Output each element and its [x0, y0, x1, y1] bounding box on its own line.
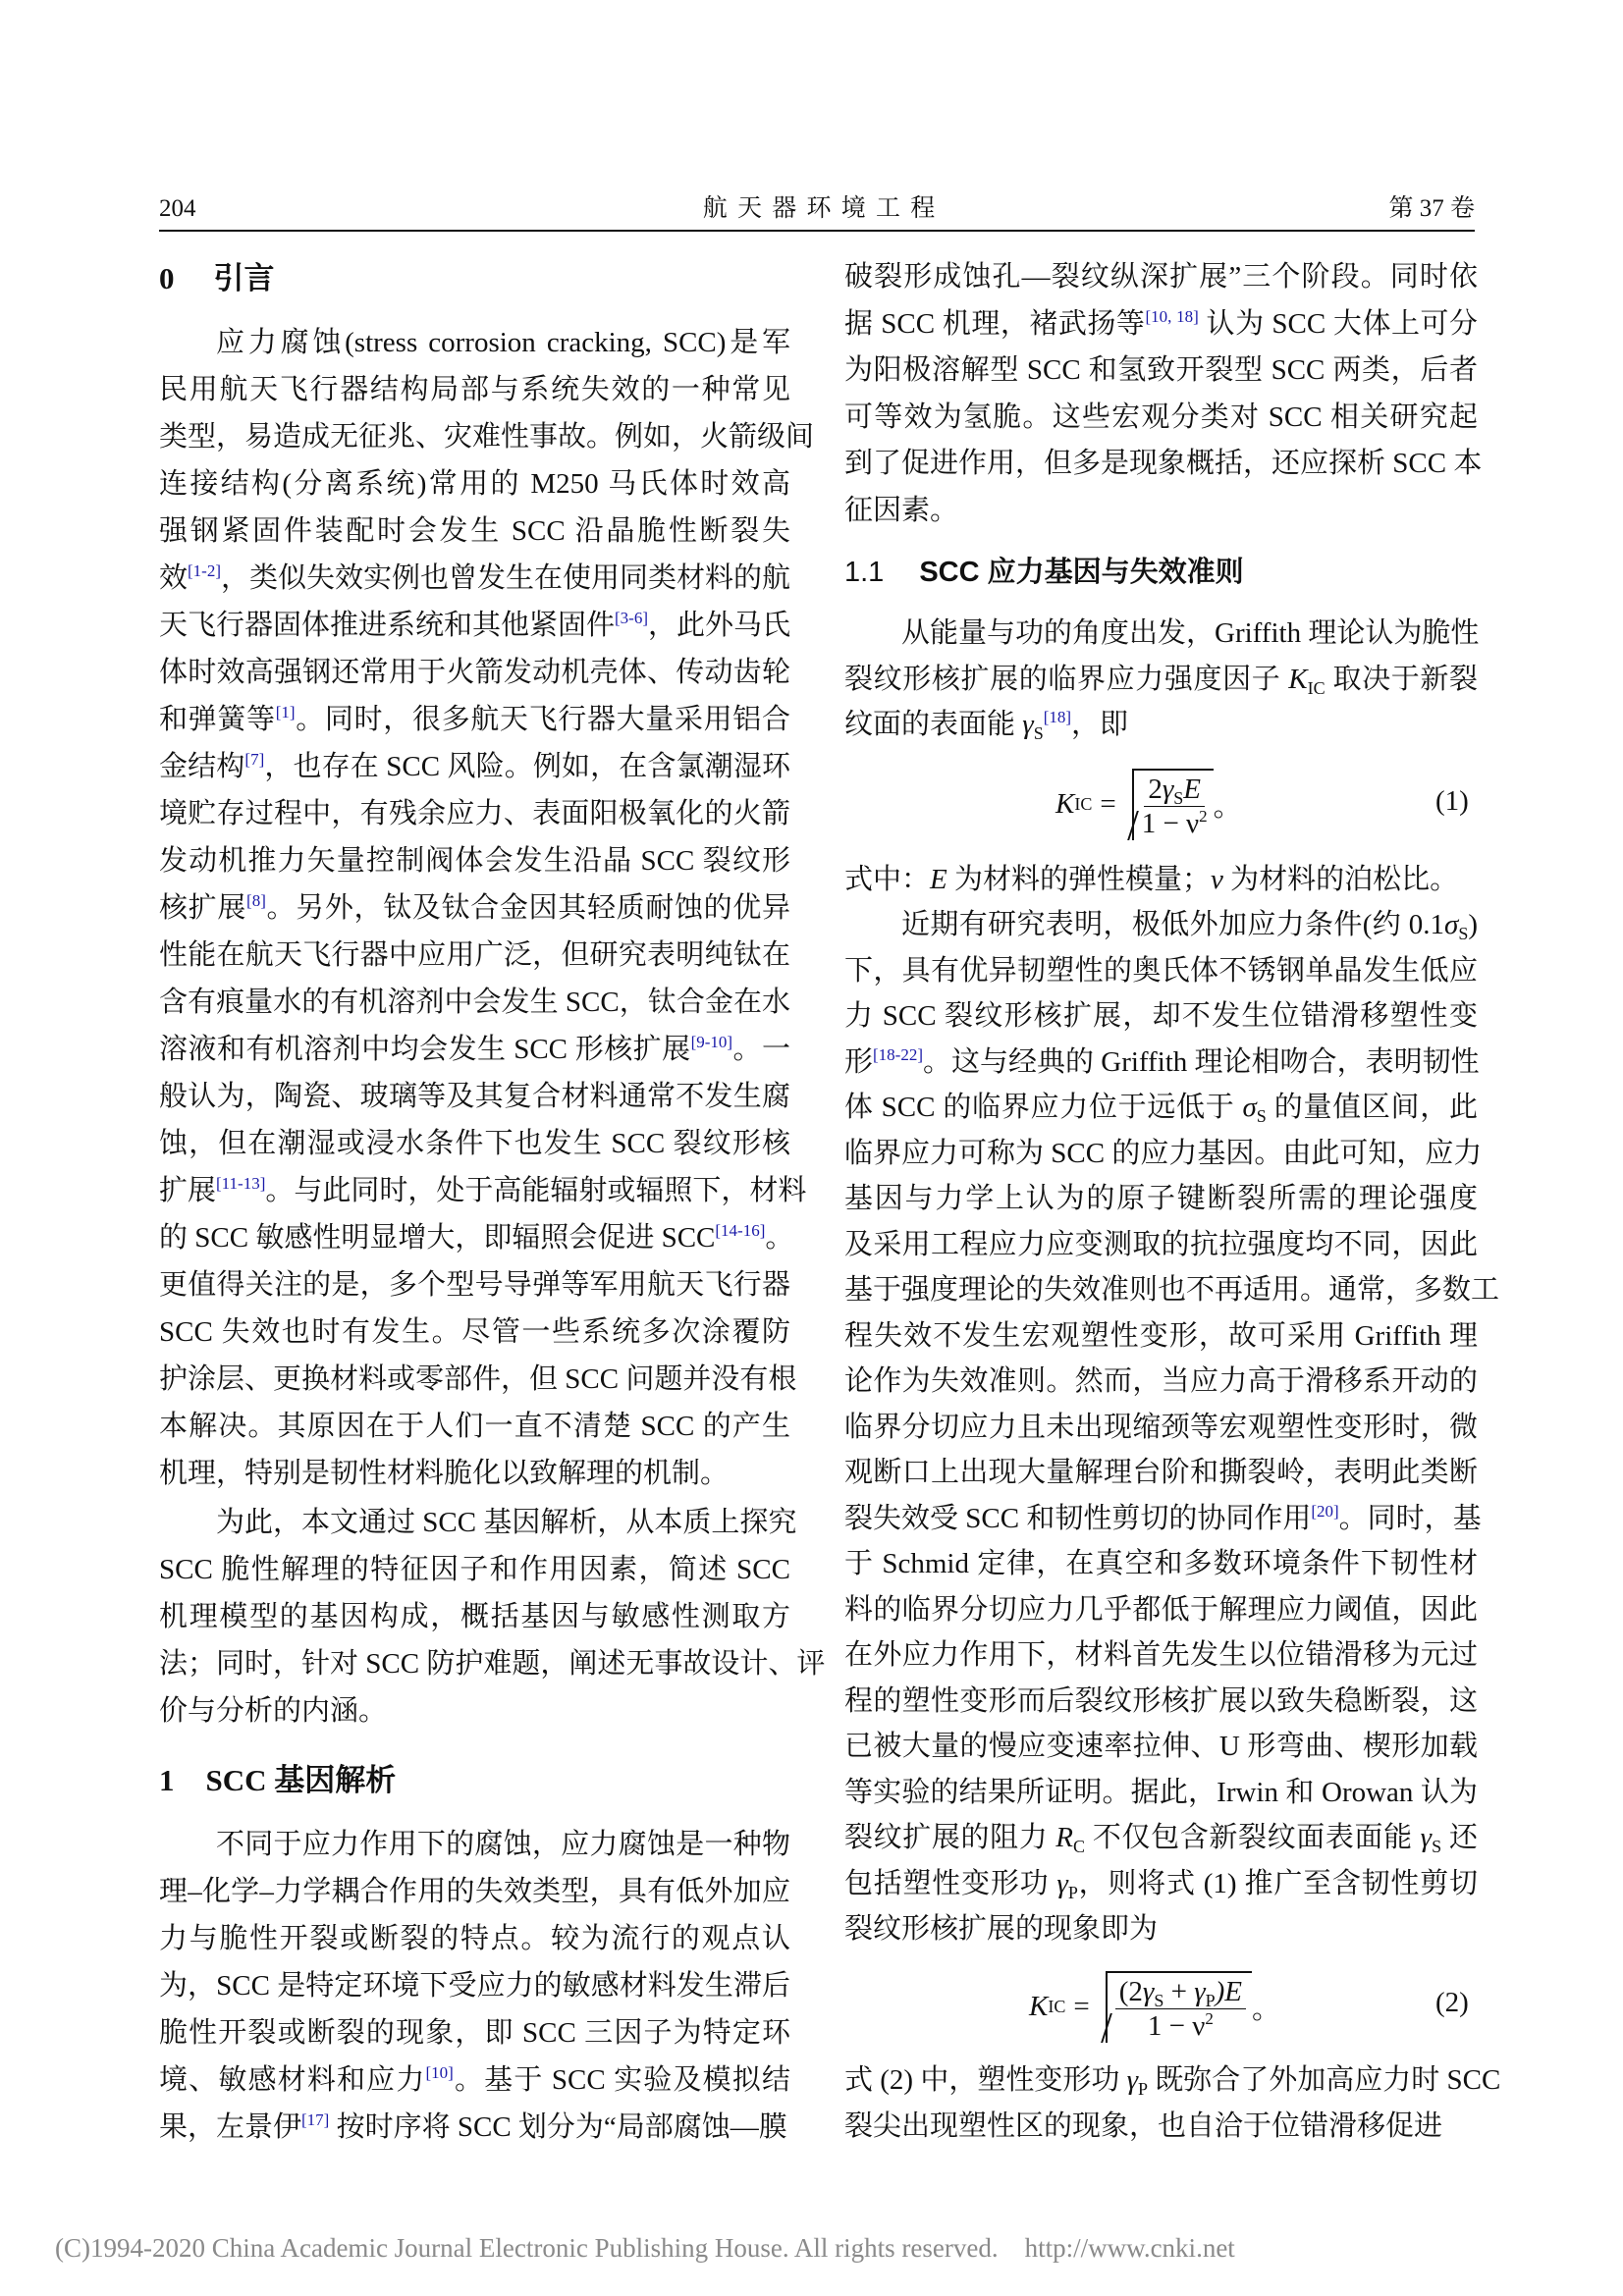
- text-line: [159, 1120, 790, 1167]
- text-line: [844, 1679, 1478, 1725]
- eq-equals: =: [1073, 1990, 1090, 2022]
- section-title: SCC 基因解析: [205, 1763, 397, 1797]
- text-run: 料的临界分切应力几乎都低于解理应力阈值，因此: [844, 1593, 1478, 1626]
- text-run: 。另外，钛及钛合金因其轻质耐蚀的优异: [265, 892, 790, 924]
- text-line: [159, 2009, 790, 2056]
- text-line: [159, 602, 790, 649]
- text-run: 溶液和有机溶剂中均会发生 SCC 形核扩展: [159, 1034, 691, 1065]
- text-run: 在外应力作用下，材料首先发生以位错滑移为元过: [844, 1639, 1478, 1671]
- text-run: 式 (2) 中，塑性变形功: [844, 2064, 1127, 2096]
- paragraph-stress-gene: [844, 902, 1500, 1952]
- text-run: SCC 失效也时有发生。尽管一些系统多次涂覆防: [159, 1316, 790, 1348]
- text-line: [844, 1724, 1478, 1770]
- text-run: 已被大量的慢应变速率拉伸、U 形弯曲、楔形加载: [844, 1731, 1478, 1762]
- text-line: [844, 1861, 1478, 1907]
- text-line: [844, 657, 1478, 703]
- journal-title: 航 天 器 环 境 工 程: [702, 195, 938, 222]
- text-run: 为阳极溶解型 SCC 和氢致开裂型 SCC 两类，后者: [844, 354, 1478, 386]
- text-run: 程失效不发生宏观塑性变形，故可采用 Griffith 理: [844, 1319, 1478, 1352]
- text-line: [844, 993, 1478, 1040]
- citation-ref: [7]: [244, 750, 265, 769]
- text-run: 机理模型的基因构成，概括基因与敏感性测取方: [159, 1601, 790, 1632]
- text-run: 近期有研究表明，极低外加应力条件(约 0.1: [901, 909, 1444, 940]
- math-subscript: S: [1256, 1106, 1267, 1126]
- text-run: 。这与经典的 Griffith 理论相吻合，表明韧性: [923, 1045, 1480, 1078]
- text-run: 理–化学–力学耦合作用的失效类型，具有低外加应: [159, 1876, 790, 1907]
- text-line: [159, 696, 790, 743]
- math-symbol: γ: [1022, 709, 1034, 740]
- eq-numerator: $(2\gamma_S + \gamma_P)E$: [1115, 1975, 1246, 2009]
- text-run: ，则将式 (1) 推广至含韧性剪切: [1077, 1867, 1478, 1899]
- text-run: 及采用工程应力应变测取的抗拉强度均不同，因此: [844, 1228, 1478, 1260]
- text-run: 金结构: [159, 751, 245, 782]
- text-line: [159, 1546, 790, 1593]
- text-run: 。同时，很多航天飞行器大量采用铝合: [295, 704, 790, 735]
- text-line: [844, 395, 1478, 442]
- eq-numerator: $2\gamma_SE$: [1144, 773, 1205, 807]
- footer: [55, 2233, 1235, 2264]
- text-run: 据 SCC 机理，褚武扬等: [844, 307, 1146, 340]
- text-run: 类型，易造成无征兆、灾难性事故。例如，火箭级间: [159, 421, 815, 453]
- text-line: [844, 902, 1478, 948]
- text-run: 既弥合了外加高应力时 SCC: [1148, 2064, 1501, 2096]
- text-line: [159, 1261, 790, 1308]
- subsection-heading-1-1: [844, 553, 1244, 592]
- text-run: 到了促进作用，但多是现象概括，还应探析 SCC 本: [844, 448, 1483, 479]
- text-line: [159, 366, 790, 413]
- text-line: [844, 1131, 1483, 1177]
- citation-ref: [9-10]: [690, 1033, 733, 1051]
- text-run: 征因素。: [844, 494, 959, 526]
- text-run: 核扩展: [159, 892, 247, 924]
- text-run: 强钢紧固件装配时会发生 SCC 沿晶脆性断裂失: [159, 515, 790, 547]
- text-run: 为，SCC 是特定环境下受应力的敏感材料发生滞后: [159, 1970, 790, 2002]
- text-run: 性能在航天飞行器中应用广泛，但研究表明纯钛在: [159, 939, 790, 971]
- text-run: 临界应力可称为 SCC 的应力基因。由此可知，应力: [844, 1137, 1483, 1169]
- text-run: 为材料的泊松比。: [1222, 864, 1459, 895]
- text-run: 裂失效受 SCC 和韧性剪切的协同作用: [844, 1502, 1312, 1534]
- text-line: [159, 413, 815, 460]
- header-rule: [159, 230, 1475, 232]
- citation-ref: [14-16]: [715, 1221, 766, 1240]
- text-line: [159, 319, 790, 366]
- eq-lhs: K: [1029, 1990, 1049, 2022]
- eq-period: 。: [1213, 790, 1242, 823]
- text-line: [159, 1308, 790, 1356]
- text-line: [159, 979, 790, 1026]
- text-run: 护涂层、更换材料或零部件，但 SCC 问题并没有根: [159, 1363, 797, 1395]
- paragraph-eq2-discussion: [844, 2057, 1501, 2150]
- text-line: [844, 1496, 1482, 1542]
- math-subscript: P: [1067, 1882, 1078, 1902]
- text-run: 境、敏感材料和应力: [159, 2064, 426, 2096]
- text-run: 果，左景伊: [159, 2111, 302, 2143]
- equation-2-label: (2): [1435, 1987, 1469, 2018]
- text-run: SCC 脆性解理的特征因子和作用因素，简述 SCC: [159, 1554, 790, 1585]
- text-run: 破裂形成蚀孔—裂纹纵深扩展”三个阶段。同时依: [844, 261, 1478, 293]
- text-line: [159, 1356, 797, 1403]
- text-run: 形: [844, 1045, 874, 1078]
- text-line: [159, 555, 790, 602]
- text-run: 临界分切应力且未出现缩颈等宏观塑性变形时，微: [844, 1411, 1478, 1443]
- text-run: 按时序将 SCC 划分为“局部腐蚀—膜: [329, 2111, 787, 2143]
- text-run: 。同时，基: [1338, 1502, 1482, 1534]
- text-run: 蚀，但在潮湿或浸水条件下也发生 SCC 裂纹形核: [159, 1128, 790, 1159]
- text-line: [844, 2104, 1478, 2150]
- text-line: [159, 837, 790, 884]
- text-run: 裂纹形核扩展的现象即为: [844, 1913, 1159, 1945]
- citation-ref: [8]: [246, 891, 266, 910]
- text-line: [159, 1499, 797, 1546]
- text-run: 民用航天飞行器结构局部与系统失效的一种常见: [159, 374, 790, 405]
- text-line: [844, 1176, 1478, 1222]
- text-line: [844, 1632, 1478, 1679]
- text-line: [159, 1073, 790, 1120]
- text-run: 不同于应力作用下的腐蚀，应力腐蚀是一种物: [216, 1829, 790, 1860]
- text-run: 裂尖出现塑性区的现象，也自洽于位错滑移促进: [844, 2110, 1443, 2142]
- text-line: [844, 488, 1478, 535]
- text-line: [159, 460, 790, 507]
- citation-ref: [17]: [301, 2110, 330, 2129]
- eq-denominator: $1 - \nu^2$: [1147, 2008, 1214, 2042]
- text-line: [844, 1770, 1478, 1816]
- text-run: 力与脆性开裂或断裂的特点。较为流行的观点认: [159, 1923, 790, 1954]
- text-run: 境贮存过程中，有残余应力、表面阳极氧化的火箭: [159, 798, 790, 829]
- math-subscript: S: [1458, 924, 1469, 943]
- text-run: 不仅包含新裂纹面表面能: [1085, 1822, 1421, 1853]
- text-line: [844, 1541, 1478, 1587]
- text-run: 等实验的结果所证明。据此，Irwin 和 Orowan 认为: [844, 1776, 1478, 1808]
- text-run: 本解决。其原因在于人们一直不清楚 SCC 的产生: [159, 1411, 790, 1442]
- text-line: [844, 1906, 1478, 1952]
- text-line: [159, 1868, 790, 1915]
- math-symbol: σ: [1242, 1092, 1257, 1123]
- text-line: [844, 1267, 1500, 1313]
- text-line: [159, 1214, 794, 1261]
- text-line: [159, 1593, 790, 1640]
- text-line: [159, 1915, 790, 1962]
- text-line: [159, 1821, 790, 1868]
- text-run: 为此，本文通过 SCC 基因解析，从本质上探究: [216, 1507, 797, 1538]
- text-line: [844, 1587, 1478, 1633]
- text-run: 还: [1441, 1822, 1478, 1853]
- text-line: [844, 2057, 1501, 2104]
- text-run: 基因与力学上认为的原子键断裂所需的理论强度: [844, 1183, 1478, 1214]
- eq-equals: =: [1100, 787, 1116, 820]
- text-line: [844, 301, 1478, 348]
- text-run: 于 Schmid 定律，在真空和多数环境条件下韧性材: [844, 1548, 1478, 1579]
- text-run: 可等效为氢脆。这些宏观分类对 SCC 相关研究起: [844, 400, 1478, 433]
- text-run: 般认为，陶瓷、玻璃等及其复合材料通常不发生腐: [159, 1081, 790, 1112]
- text-line: [844, 1313, 1478, 1360]
- eq-denominator: $1 - \nu^2$: [1141, 806, 1208, 839]
- eq-sqrt-fraction: [1132, 769, 1214, 840]
- text-run: ，此外马氏: [648, 610, 791, 641]
- text-run: 从能量与功的角度出发，Griffith 理论认为脆性: [901, 617, 1480, 649]
- text-run: 为材料的弹性模量；: [947, 864, 1211, 895]
- text-line: [844, 1405, 1478, 1451]
- math-subscript: S: [1432, 1837, 1442, 1856]
- volume-label: 第 37 卷: [1388, 195, 1475, 222]
- text-run: 的 SCC 敏感性明显增大，即辐照会促进 SCC: [159, 1222, 716, 1254]
- citation-ref: [1-2]: [188, 561, 221, 580]
- text-line: [159, 2056, 790, 2104]
- text-run: 的量值区间，此: [1266, 1092, 1478, 1123]
- text-line: [159, 1962, 790, 2009]
- text-line: [844, 948, 1478, 994]
- text-run: 和弹簧等: [159, 704, 276, 735]
- paragraph-continued: [844, 254, 1483, 534]
- text-run: ，也存在 SCC 风险。例如，在含氯潮湿环: [264, 751, 790, 782]
- footer-url[interactable]: http://www.cnki.net: [1024, 2233, 1235, 2263]
- text-line: [159, 1403, 790, 1450]
- text-line: [844, 857, 1478, 903]
- math-symbol: ν: [1211, 864, 1223, 895]
- section-heading-0: [159, 259, 275, 298]
- text-line: [844, 702, 1478, 748]
- text-line: [159, 1167, 807, 1214]
- text-run: ): [1468, 909, 1478, 940]
- text-run: 认为 SCC 大体上可分: [1198, 307, 1478, 340]
- citation-ref: [20]: [1311, 1501, 1339, 1521]
- text-line: [159, 1450, 790, 1497]
- text-run: 下，具有优异韧塑性的奥氏体不锈钢单晶发生低应: [844, 954, 1478, 987]
- equation-1: K IC = $\frac{2\gamma_SE}{1 - \nu^2}$ 。: [1055, 765, 1242, 843]
- math-symbol: R: [1055, 1822, 1073, 1853]
- math-symbol: γ: [1126, 2064, 1139, 2096]
- text-run: 纹面的表面能: [844, 709, 1023, 740]
- paragraph-intro: [159, 319, 815, 1497]
- text-run: 价与分析的内涵。: [159, 1695, 388, 1727]
- math-subscript: S: [1033, 723, 1044, 743]
- text-line: [159, 743, 790, 790]
- paragraph-scc-gene: [159, 1821, 790, 2151]
- citation-ref: [10]: [425, 2063, 454, 2082]
- text-run: 更值得关注的是，多个型号导弹等军用航天飞行器: [159, 1269, 790, 1301]
- math-subscript: IC: [1307, 677, 1325, 698]
- text-run: 。: [765, 1222, 794, 1254]
- text-run: 连接结构(分离系统)常用的 M250 马氏体时效高: [159, 468, 790, 500]
- math-symbol: E: [930, 864, 947, 895]
- text-run: 包括塑性变形功: [844, 1867, 1057, 1899]
- text-run: 取决于新裂: [1325, 663, 1478, 695]
- copyright-text: (C)1994-2020 China Academic Journal Electronic Publishing House. All rights reserved.: [55, 2233, 999, 2263]
- text-line: [159, 790, 790, 837]
- text-run: 脆性开裂或断裂的现象，即 SCC 三因子为特定环: [159, 2017, 790, 2049]
- text-run: 体 SCC 的临界应力位于远低于: [844, 1092, 1243, 1123]
- text-line: [844, 347, 1478, 395]
- math-symbol: γ: [1056, 1867, 1068, 1899]
- text-line: [844, 441, 1483, 488]
- citation-ref: [18]: [1043, 708, 1072, 726]
- section-number: 0: [159, 261, 175, 295]
- text-line: [844, 611, 1478, 657]
- math-symbol: σ: [1444, 909, 1459, 940]
- text-run: 含有痕量水的有机溶剂中会发生 SCC，钛合金在水: [159, 987, 790, 1018]
- citation-ref: [10, 18]: [1145, 306, 1199, 326]
- math-symbol: K: [1288, 663, 1308, 695]
- text-line: [159, 1687, 790, 1735]
- text-run: 扩展: [159, 1175, 217, 1206]
- text-run: 效: [159, 562, 189, 594]
- text-line: [844, 1085, 1478, 1131]
- text-run: 机理，特别是韧性材料脆化以致解理的机制。: [159, 1458, 730, 1489]
- text-line: [159, 507, 790, 555]
- citation-ref: [3-6]: [615, 609, 648, 627]
- section-number: 1: [159, 1763, 175, 1797]
- text-run: 天飞行器固体推进系统和其他紧固件: [159, 610, 616, 641]
- citation-ref: [11-13]: [216, 1174, 266, 1193]
- equation-1-label: (1): [1435, 785, 1469, 817]
- text-run: 基于强度理论的失效准则也不再适用。通常，多数工: [844, 1274, 1500, 1306]
- math-symbol: γ: [1420, 1822, 1433, 1853]
- text-run: 应力腐蚀(stress corrosion cracking, SCC)是军: [216, 327, 790, 358]
- eq-period: 。: [1252, 1993, 1281, 2025]
- text-line: [159, 649, 790, 696]
- text-run: 。与此同时，处于高能辐射或辐照下，材料: [265, 1175, 807, 1206]
- text-run: 论作为失效准则。然而，当应力高于滑移系开动的: [844, 1365, 1478, 1397]
- math-subscript: C: [1072, 1837, 1085, 1856]
- text-line: [844, 1040, 1478, 1086]
- subsection-title: SCC 应力基因与失效准则: [919, 557, 1244, 588]
- text-line: [844, 1815, 1478, 1861]
- subsection-number: 1.1: [844, 557, 885, 588]
- page-number: 204: [159, 195, 196, 222]
- text-run: 裂纹形核扩展的临界应力强度因子: [844, 663, 1289, 695]
- text-line: [159, 2104, 790, 2151]
- text-line: [844, 1450, 1478, 1496]
- text-line: [159, 932, 790, 979]
- citation-ref: [18-22]: [873, 1044, 923, 1064]
- citation-ref: [1]: [275, 703, 296, 721]
- text-run: 式中：: [844, 864, 931, 895]
- eq-lhs: K: [1055, 787, 1075, 820]
- text-line: [159, 1026, 790, 1073]
- text-run: 观断口上出现大量解理台阶和撕裂岭，表明此类断: [844, 1457, 1478, 1488]
- text-run: 力 SCC 裂纹形核扩展，却不发生位错滑移塑性变: [844, 1000, 1478, 1032]
- section-heading-1: [159, 1761, 396, 1800]
- math-subscript: P: [1138, 2079, 1149, 2099]
- paragraph-where: [844, 857, 1478, 903]
- text-line: [844, 1359, 1478, 1405]
- text-run: 发动机推力矢量控制阀体会发生沿晶 SCC 裂纹形: [159, 845, 790, 877]
- equation-2: K IC = $\frac{(2\gamma_S + \gamma_P)E}{1 - \nu^2}$ 。: [1029, 1967, 1280, 2046]
- text-line: [844, 1222, 1478, 1268]
- text-run: 体时效高强钢还常用于火箭发动机壳体、传动齿轮: [159, 657, 790, 688]
- text-run: 。基于 SCC 实验及模拟结: [453, 2064, 790, 2096]
- section-title: 引言: [213, 261, 275, 295]
- text-run: 裂纹扩展的阻力: [844, 1822, 1056, 1853]
- paragraph-griffith: [844, 611, 1478, 748]
- text-line: [159, 1640, 826, 1687]
- text-run: 。一: [732, 1034, 790, 1065]
- text-run: ，类似失效实例也曾发生在使用同类材料的航: [221, 562, 791, 594]
- eq-sqrt-fraction: [1106, 1971, 1252, 2043]
- text-run: ，即: [1071, 709, 1129, 740]
- text-line: [159, 884, 790, 932]
- text-run: 程的塑性变形而后裂纹形核扩展以致失稳断裂，这: [844, 1684, 1478, 1717]
- text-line: [844, 254, 1478, 301]
- paragraph-purpose: [159, 1499, 826, 1735]
- text-run: 法；同时，针对 SCC 防护难题，阐述无事故设计、评: [159, 1648, 826, 1680]
